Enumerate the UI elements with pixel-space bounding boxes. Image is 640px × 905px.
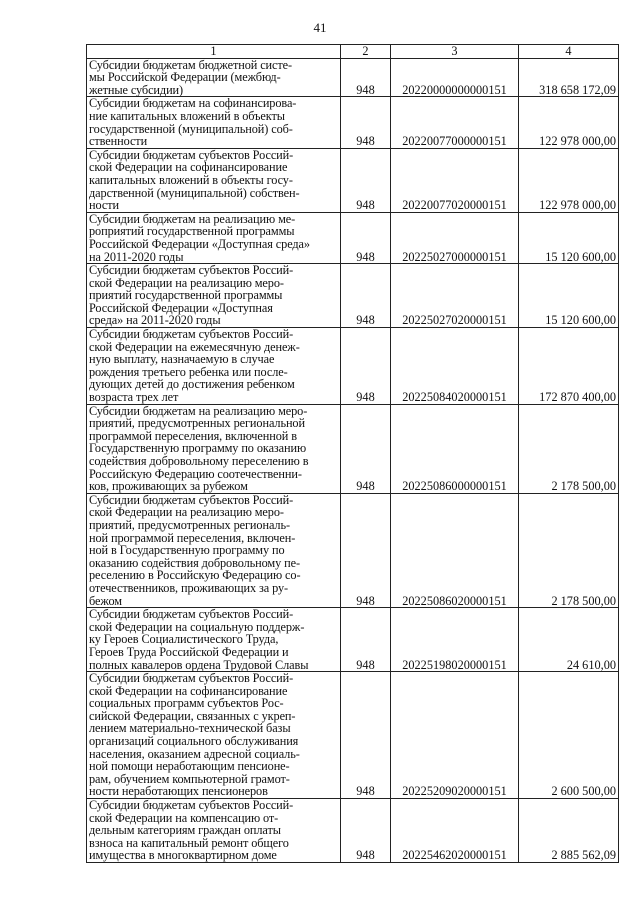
description-line: Субсидии бюджетам субъектов Россий- — [89, 263, 294, 278]
description-line: Субсидии бюджетам субъектов Россий- — [89, 798, 294, 813]
description-line: рам, обучением компьютерной грамот- — [89, 771, 290, 786]
table-row — [87, 264, 619, 328]
row-description — [87, 799, 341, 863]
description-line: ков, проживающих за рубежом — [89, 479, 248, 494]
row-amount: 15 120 600,00 — [519, 264, 619, 328]
table-header-row — [87, 45, 619, 59]
description-line: содействия добровольному переселению в — [89, 454, 309, 468]
description-line: ственности — [89, 134, 148, 149]
table-row — [87, 148, 619, 212]
description-line: ной программой переселения, включен- — [89, 530, 296, 545]
description-line: Государственную программу по оказанию — [89, 441, 307, 456]
description-line: ности неработающих пенсионеров — [89, 784, 268, 799]
description-line: роприятий государственной программы — [89, 224, 295, 239]
description-line: Субсидии бюджетам субъектов Россий- — [89, 147, 294, 162]
table-row — [87, 97, 619, 148]
row-amount: 24 610,00 — [519, 608, 619, 672]
row-admin-code: 948 — [341, 672, 391, 799]
description-line: дарственной (муниципальной) собствен- — [89, 185, 300, 200]
description-line: Субсидии бюджетам на реализацию ме- — [89, 211, 296, 226]
row-kbk-code: 20225198020000151 — [391, 608, 519, 672]
row-description — [87, 608, 341, 672]
row-kbk-code: 20225084020000151 — [391, 328, 519, 405]
description-line: организаций социального обслуживания — [89, 734, 299, 749]
row-amount: 2 178 500,00 — [519, 493, 619, 607]
column-header-name: 1 — [87, 45, 341, 59]
description-line: программой переселения, включенной в — [89, 428, 297, 443]
table-row — [87, 404, 619, 493]
row-admin-code: 948 — [341, 328, 391, 405]
description-line: капитальных вложений в объекты госу- — [89, 172, 293, 187]
description-line: государственной (муниципальной) соб- — [89, 121, 293, 136]
table-row — [87, 608, 619, 672]
description-line: ской Федерации на ежемесячную денеж- — [89, 339, 300, 354]
description-line: имущества в многоквартирном доме — [89, 848, 277, 863]
table-row — [87, 58, 619, 97]
row-admin-code: 948 — [341, 608, 391, 672]
description-line: приятий, предусмотренных региональ- — [89, 517, 290, 532]
description-line: лением материально-технической базы — [89, 721, 291, 736]
row-amount: 2 178 500,00 — [519, 404, 619, 493]
description-line: ской Федерации на социальную поддерж- — [89, 619, 305, 634]
row-description — [87, 493, 341, 607]
row-admin-code: 948 — [341, 493, 391, 607]
row-description — [87, 97, 341, 148]
description-line: рождения третьего ребенка или после- — [89, 364, 288, 379]
row-kbk-code: 20225027000000151 — [391, 212, 519, 263]
description-line: Субсидии бюджетам бюджетной систе- — [89, 57, 293, 72]
description-line: мы Российской Федерации (межбюд- — [89, 70, 281, 85]
description-line: Субсидии бюджетам субъектов Россий- — [89, 492, 294, 507]
description-line: Героев Труда Российской Федерации и — [89, 644, 289, 659]
row-amount: 318 658 172,09 — [519, 58, 619, 97]
budget-table — [86, 44, 619, 863]
row-kbk-code: 20220077000000151 — [391, 97, 519, 148]
description-line: ной помощи неработающим пенсионе- — [89, 759, 290, 774]
row-description — [87, 404, 341, 493]
description-line: Субсидии бюджетам субъектов Россий- — [89, 607, 294, 622]
description-line: приятий государственной программы — [89, 288, 283, 303]
row-admin-code: 948 — [341, 212, 391, 263]
row-admin-code: 948 — [341, 404, 391, 493]
description-line: ной в Государственную программу по — [89, 543, 285, 558]
row-amount: 15 120 600,00 — [519, 212, 619, 263]
description-line: реселению в Российскую Федерацию со- — [89, 568, 301, 583]
row-admin-code: 948 — [341, 58, 391, 97]
description-line: ную выплату, назначаемую в случае — [89, 352, 275, 367]
description-line: отечественников, проживающих за ру- — [89, 580, 289, 595]
description-line: дельным категориям граждан оплаты — [89, 823, 281, 838]
row-description — [87, 212, 341, 263]
row-amount: 172 870 400,00 — [519, 328, 619, 405]
row-description — [87, 58, 341, 97]
description-line: полных кавалеров ордена Трудовой Славы — [89, 657, 309, 672]
column-header-kbk: 3 — [391, 45, 519, 59]
description-line: ности — [89, 198, 119, 213]
row-description — [87, 148, 341, 212]
row-amount: 122 978 000,00 — [519, 97, 619, 148]
row-description — [87, 328, 341, 405]
description-line: дующих детей до достижения ребенком — [89, 377, 295, 392]
description-line: Российской Федерации «Доступная среда» — [89, 236, 310, 251]
row-kbk-code: 20220000000000151 — [391, 58, 519, 97]
row-kbk-code: 20225086000000151 — [391, 404, 519, 493]
description-line: ской Федерации на софинансирование — [89, 683, 288, 698]
row-description — [87, 264, 341, 328]
table-body — [87, 58, 619, 862]
description-line: взноса на капитальный ремонт общего — [89, 835, 289, 850]
table-row — [87, 212, 619, 263]
row-kbk-code: 20225462020000151 — [391, 799, 519, 863]
description-line: социальных программ субъектов Рос- — [89, 696, 284, 711]
table-row — [87, 328, 619, 405]
description-line: ской Федерации на компенсацию от- — [89, 810, 279, 825]
row-kbk-code: 20225086020000151 — [391, 493, 519, 607]
description-line: Субсидии бюджетам субъектов Россий- — [89, 327, 294, 342]
table-row — [87, 799, 619, 863]
description-line: ской Федерации на софинансирование — [89, 160, 288, 175]
description-line: ской Федерации на реализацию меро- — [89, 505, 284, 520]
row-amount: 122 978 000,00 — [519, 148, 619, 212]
description-line: жетные субсидии) — [89, 82, 184, 97]
description-line: ние капитальных вложений в объекты — [89, 108, 285, 123]
row-kbk-code: 20225027020000151 — [391, 264, 519, 328]
row-amount: 2 600 500,00 — [519, 672, 619, 799]
description-line: Субсидии бюджетам на реализацию меро- — [89, 403, 308, 418]
description-line: Российскую Федерацию соотечественни- — [89, 466, 302, 481]
description-line: Субсидии бюджетам субъектов Россий- — [89, 671, 294, 686]
column-header-code: 2 — [341, 45, 391, 59]
row-kbk-code: 20220077020000151 — [391, 148, 519, 212]
description-line: Субсидии бюджетам на софинансирова- — [89, 96, 297, 111]
row-admin-code: 948 — [341, 799, 391, 863]
description-line: ку Героев Социалистического Труда, — [89, 632, 279, 647]
description-line: ской Федерации на реализацию меро- — [89, 275, 284, 290]
page-number: 41 — [313, 20, 327, 35]
row-description — [87, 672, 341, 799]
table-row — [87, 672, 619, 799]
row-amount: 2 885 562,09 — [519, 799, 619, 863]
description-line: бежом — [89, 593, 122, 608]
description-line: на 2011-2020 годы — [89, 249, 184, 264]
row-admin-code: 948 — [341, 264, 391, 328]
description-line: приятий, предусмотренных региональной — [89, 416, 305, 431]
table-row — [87, 493, 619, 607]
description-line: возраста трех лет — [89, 390, 179, 405]
description-line: среда» на 2011-2020 годы — [89, 313, 221, 328]
description-line: сийской Федерации, связанных с укреп- — [89, 708, 296, 723]
row-admin-code: 948 — [341, 97, 391, 148]
row-admin-code: 948 — [341, 148, 391, 212]
description-line: оказанию содействия добровольному пе- — [89, 555, 300, 570]
column-header-amount: 4 — [519, 45, 619, 59]
description-line: Российской Федерации «Доступная — [89, 300, 273, 315]
row-kbk-code: 20225209020000151 — [391, 672, 519, 799]
description-line: населения, оказанием адресной социаль- — [89, 746, 300, 761]
